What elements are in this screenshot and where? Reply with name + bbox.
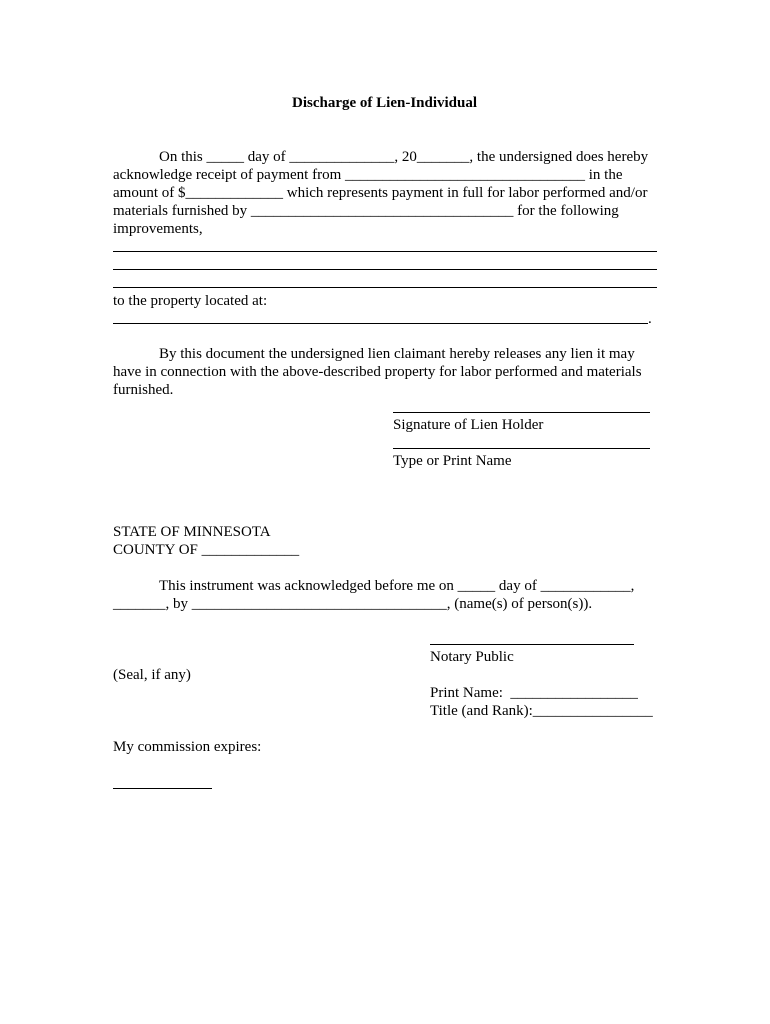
release-line-2: have in connection with the above-described property for labor performed and materials — [113, 364, 642, 380]
state-label: STATE OF MINNESOTA — [113, 524, 271, 540]
improvements-blank-line-2 — [113, 269, 657, 270]
commission-date-blank-line — [113, 788, 212, 789]
notary-title-rank-label: Title (and Rank):________________ — [430, 703, 653, 719]
seal-label: (Seal, if any) — [113, 667, 191, 683]
signature-label: Signature of Lien Holder — [393, 417, 544, 433]
document-title: Discharge of Lien-Individual — [292, 95, 478, 111]
release-line-1: By this document the undersigned lien claimant hereby releases any lien it may — [159, 346, 635, 362]
property-label: to the property located at: — [113, 293, 268, 309]
commission-expires-label: My commission expires: — [113, 739, 262, 755]
property-period: . — [648, 311, 652, 327]
improvements-blank-line-1 — [113, 251, 657, 252]
payment-line-5: improvements, — [113, 221, 203, 237]
payment-line-4: materials furnished by ___________________________________ for the following — [113, 203, 619, 219]
notary-signature-blank-line — [430, 644, 634, 645]
notary-public-label: Notary Public — [430, 649, 514, 665]
print-name-label: Type or Print Name — [393, 453, 512, 469]
signature-blank-line — [393, 412, 650, 413]
acknowledgment-line-1: This instrument was acknowledged before me on _____ day of ____________, — [159, 578, 635, 594]
payment-line-1: On this _____ day of ______________, 20_______, the undersigned does hereby — [159, 149, 649, 165]
print-name-blank-line — [393, 448, 650, 449]
payment-line-3: amount of $_____________ which represents payment in full for labor performed and/or — [113, 185, 648, 201]
improvements-blank-line-3 — [113, 287, 657, 288]
county-label: COUNTY OF _____________ — [113, 542, 300, 558]
acknowledgment-line-2: _______, by __________________________________, (name(s) of person(s)). — [113, 596, 593, 612]
release-line-3: furnished. — [113, 382, 174, 398]
payment-line-2: acknowledge receipt of payment from ________________________________ in the — [113, 167, 623, 183]
notary-print-name-label: Print Name: _________________ — [430, 685, 638, 701]
property-blank-line — [113, 323, 648, 324]
